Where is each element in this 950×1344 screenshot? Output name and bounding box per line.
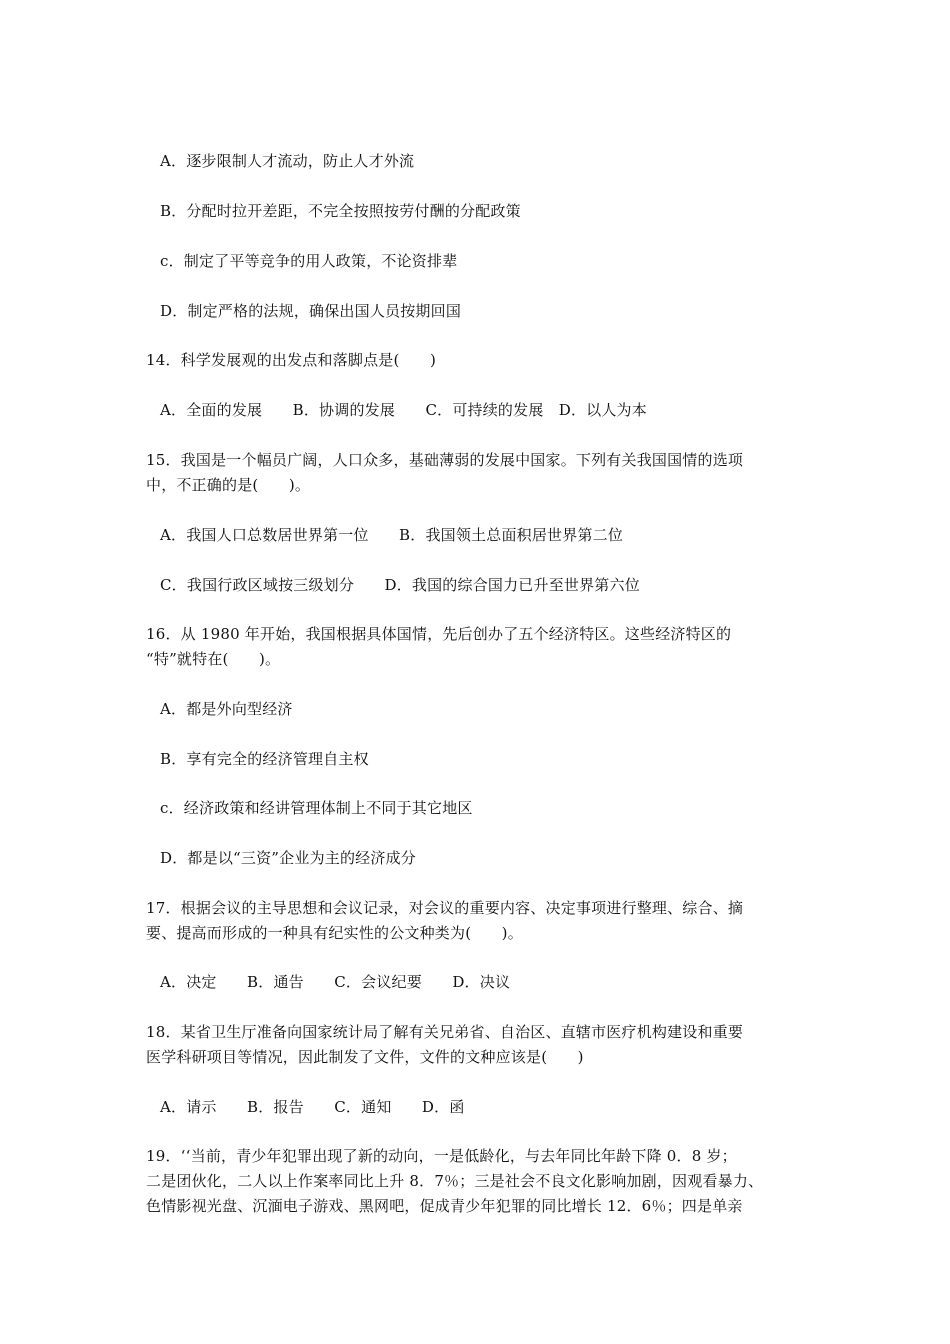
q18-options: A．请示 B．报告 C．通知 D．函 [160, 1098, 465, 1116]
q16-option-c: c．经济政策和经讲管理体制上不同于其它地区 [160, 799, 473, 817]
q18-stem-line1: 18．某省卫生厅准备向国家统计局了解有关兄弟省、自治区、直辖市医疗机构建设和重要 [146, 1023, 744, 1041]
q17-options: A．决定 B．通告 C．会议纪要 D．决议 [160, 973, 511, 991]
q16-option-b: B．享有完全的经济管理自主权 [160, 750, 369, 768]
q13-option-b: B．分配时拉开差距，不完全按照按劳付酬的分配政策 [160, 202, 521, 220]
q19-stem-line3: 色情影视光盘、沉湎电子游戏、黑网吧，促成青少年犯罪的同比增长 12．6％；四是单亲 [146, 1197, 743, 1215]
q17-stem-line1: 17．根据会议的主导思想和会议记录，对会议的重要内容、决定事项进行整理、综合、摘 [146, 899, 744, 917]
q17-stem-line2: 要、提高而形成的一种具有纪实性的公文种类为( )。 [146, 924, 523, 942]
q16-option-d: D．都是以“三资”企业为主的经济成分 [160, 849, 416, 867]
q15-stem-line2: 中，不正确的是( )。 [146, 476, 311, 494]
q13-option-a: A．逐步限制人才流动，防止人才外流 [160, 152, 415, 170]
q16-stem-line1: 16．从 1980 年开始，我国根据具体国情，先后创办了五个经济特区。这些经济特区的 [146, 625, 732, 643]
q15-options-cd: C．我国行政区域按三级划分 D．我国的综合国力已升至世界第六位 [160, 576, 640, 594]
q18-stem-line2: 医学科研项目等情况，因此制发了文件，文件的文种应该是( ) [146, 1048, 584, 1066]
q14-stem: 14．科学发展观的出发点和落脚点是( ) [146, 351, 436, 369]
q16-stem-line2: “特”就特在( )。 [146, 650, 281, 668]
q13-option-c: c．制定了平等竞争的用人政策，不论资排辈 [160, 252, 458, 270]
q19-stem-line1: 19．‘‘当前，青少年犯罪出现了新的动向，一是低龄化，与去年同比年龄下降 0．8 岁； [146, 1147, 737, 1165]
q19-stem-line2: 二是团伙化，二人以上作案率同比上升 8．7％；三是社会不良文化影响加剧，因观看暴力、 [146, 1172, 764, 1190]
q13-option-d: D．制定严格的法规，确保出国人员按期回国 [160, 302, 462, 320]
q16-option-a: A．都是外向型经济 [160, 700, 293, 718]
q15-options-ab: A．我国人口总数居世界第一位 B．我国领土总面积居世界第二位 [160, 526, 624, 544]
q15-stem-line1: 15．我国是一个幅员广阔，人口众多，基础薄弱的发展中国家。下列有关我国国情的选项 [146, 451, 744, 469]
q14-options: A．全面的发展 B．协调的发展 C．可持续的发展 D．以人为本 [160, 401, 647, 419]
